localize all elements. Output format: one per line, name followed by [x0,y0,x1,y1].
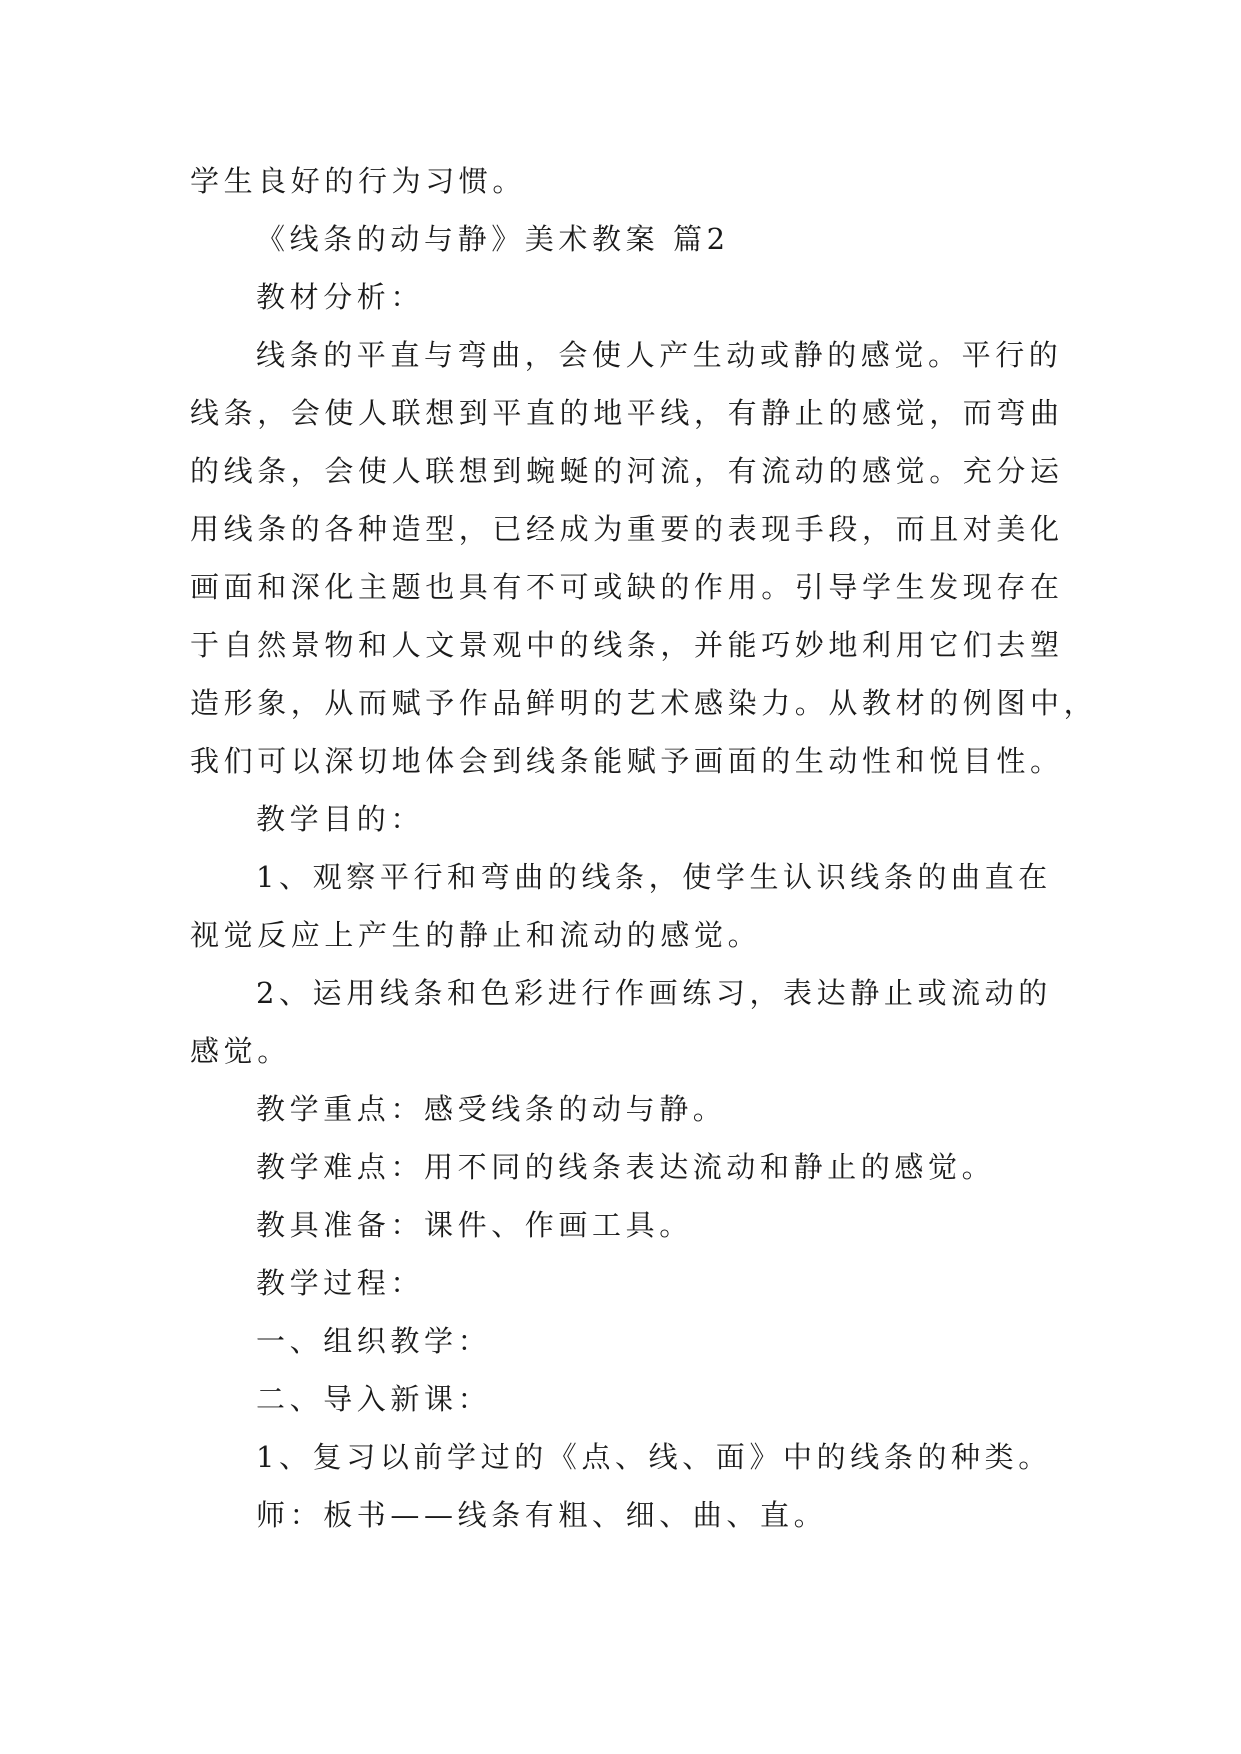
section-title: 《线条的动与静》美术教案 篇2 [256,222,730,256]
paragraph-line: 学生良好的行为习惯。 [190,164,527,198]
document-body [190,152,1098,1544]
heading-material-analysis: 教材分析： [256,280,425,314]
paragraph-line: 师：板书——线条有粗、细、曲、直。 [256,1498,828,1532]
paragraph-line: 于自然景物和人文景观中的线条，并能巧妙地利用它们去塑 [190,628,1064,662]
heading-teaching-goals: 教学目的： [256,802,425,836]
paragraph-line: 视觉反应上产生的静止和流动的感觉。 [190,918,762,952]
list-item: 1、观察平行和弯曲的线条，使学生认识线条的曲直在 [256,860,1052,894]
list-item: 一、组织教学： [256,1324,492,1358]
list-item: 2、运用线条和色彩进行作画练习，表达静止或流动的 [256,976,1052,1010]
teaching-difficulty: 教学难点：用不同的线条表达流动和静止的感觉。 [256,1150,996,1184]
paragraph-line: 线条，会使人联想到平直的地平线，有静止的感觉，而弯曲 [190,396,1064,430]
teaching-focus: 教学重点：感受线条的动与静。 [256,1092,727,1126]
paragraph-line: 画面和深化主题也具有不可或缺的作用。引导学生发现存在 [190,570,1064,604]
paragraph-line: 造形象，从而赋予作品鲜明的艺术感染力。从教材的例图中， [190,686,1098,720]
paragraph-line: 用线条的各种造型，已经成为重要的表现手段，而且对美化 [190,512,1064,546]
paragraph-line: 感觉。 [190,1034,291,1068]
paragraph-line: 的线条，会使人联想到蜿蜒的河流，有流动的感觉。充分运 [190,454,1064,488]
list-item: 二、导入新课： [256,1382,492,1416]
list-item: 1、复习以前学过的《点、线、面》中的线条的种类。 [256,1440,1052,1474]
teaching-tools: 教具准备：课件、作画工具。 [256,1208,693,1242]
paragraph-line: 我们可以深切地体会到线条能赋予画面的生动性和悦目性。 [190,744,1064,778]
heading-teaching-process: 教学过程： [256,1266,425,1300]
paragraph-line: 线条的平直与弯曲，会使人产生动或静的感觉。平行的 [256,338,1063,372]
